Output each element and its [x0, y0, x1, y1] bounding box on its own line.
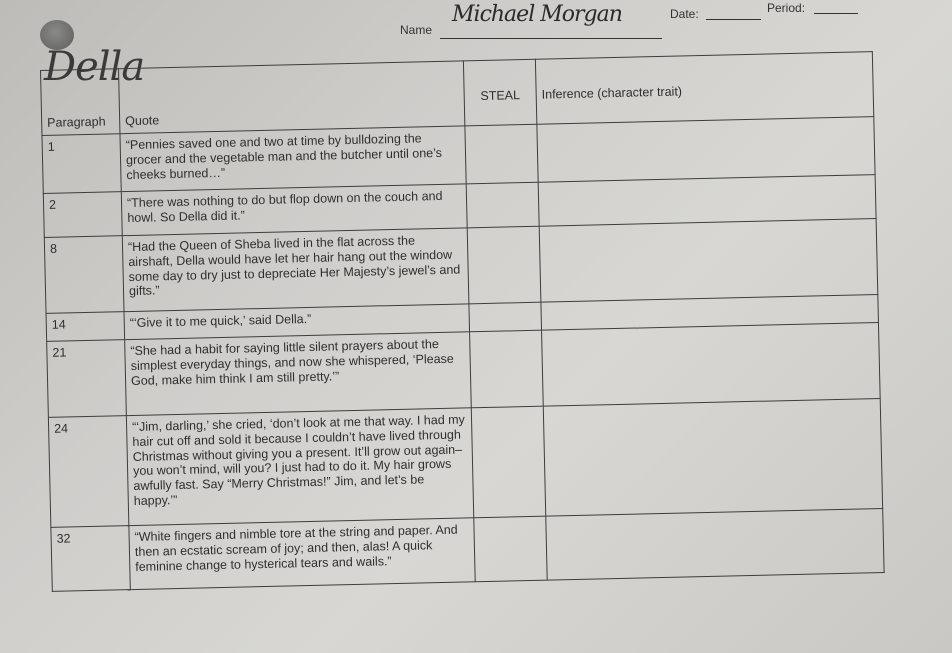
inference-cell[interactable]: [537, 117, 875, 183]
worksheet-title: Della: [44, 44, 145, 90]
paragraph-cell: 8: [44, 236, 124, 314]
date-underline: [706, 19, 761, 20]
inference-cell[interactable]: [543, 399, 882, 517]
steal-cell[interactable]: [471, 406, 545, 518]
table-row: [48, 399, 882, 528]
quote-table: [40, 51, 885, 592]
quote-cell: “‘Jim, darling,’ she cried, ‘don’t look at me that way. I had my hair cut off and sold it because I couldn’t have lived through Christmas without giving you a present. It’ll grow out again–you won’t mind, will you? I just had to do it. My hair grows awfully fast. Say “Merry Christmas!” Jim, and let’s be happy.’”: [126, 408, 473, 526]
quote-cell: “Had the Queen of Sheba lived in the flat across the airshaft, Della would have let her hair hang out the window some day to dry just to depreciate Her Majesty’s jewel’s and gifts.”: [122, 228, 469, 312]
steal-cell[interactable]: [467, 226, 541, 304]
quote-cell: “‘Give it to me quick,’ said Della.”: [124, 304, 470, 340]
inference-cell[interactable]: [546, 508, 884, 580]
quote-table-wrapper: [40, 50, 932, 620]
paragraph-cell: 1: [42, 134, 121, 194]
inference-cell[interactable]: [538, 175, 876, 227]
steal-cell[interactable]: [466, 182, 539, 228]
date-label: Date:: [670, 7, 699, 21]
header-paragraph: Paragraph: [41, 69, 120, 136]
header-quote: Quote: [118, 61, 464, 134]
paragraph-cell: 2: [43, 192, 122, 238]
header-inference: Inference (character trait): [535, 52, 873, 125]
steal-cell[interactable]: [474, 516, 547, 582]
name-label: Name: [400, 23, 433, 37]
steal-cell[interactable]: [465, 124, 538, 184]
paragraph-cell: 21: [47, 340, 127, 418]
period-label: Period:: [767, 1, 806, 15]
paragraph-cell: 24: [48, 416, 128, 528]
paragraph-cell: 32: [51, 526, 130, 592]
name-underline: [440, 38, 662, 39]
period-underline: [814, 13, 858, 14]
name-signature: Michael Morgan: [452, 2, 622, 27]
quote-cell: “She had a habit for saying little silent prayers about the simplest everyday things, and now she whispered, ‘Please God, make him think I am still pretty.’”: [125, 332, 472, 416]
steal-cell[interactable]: [470, 330, 544, 408]
inference-cell[interactable]: [539, 219, 878, 303]
inference-cell[interactable]: [542, 323, 881, 407]
header-steal: STEAL: [463, 59, 536, 126]
paragraph-cell: 14: [46, 312, 125, 342]
steal-cell[interactable]: [469, 302, 542, 332]
quote-cell: “There was nothing to do but flop down on the couch and howl. So Della did it.”: [121, 184, 467, 236]
quote-cell: “Pennies saved one and two at time by bulldozing the grocer and the vegetable man and the butcher until one’s cheeks burned…”: [120, 126, 466, 192]
quote-cell: “White fingers and nimble tore at the string and paper. And then an ecstatic scream of joy; and then, alas! A quick feminine change to hysterical tears and wails.”: [129, 518, 475, 590]
